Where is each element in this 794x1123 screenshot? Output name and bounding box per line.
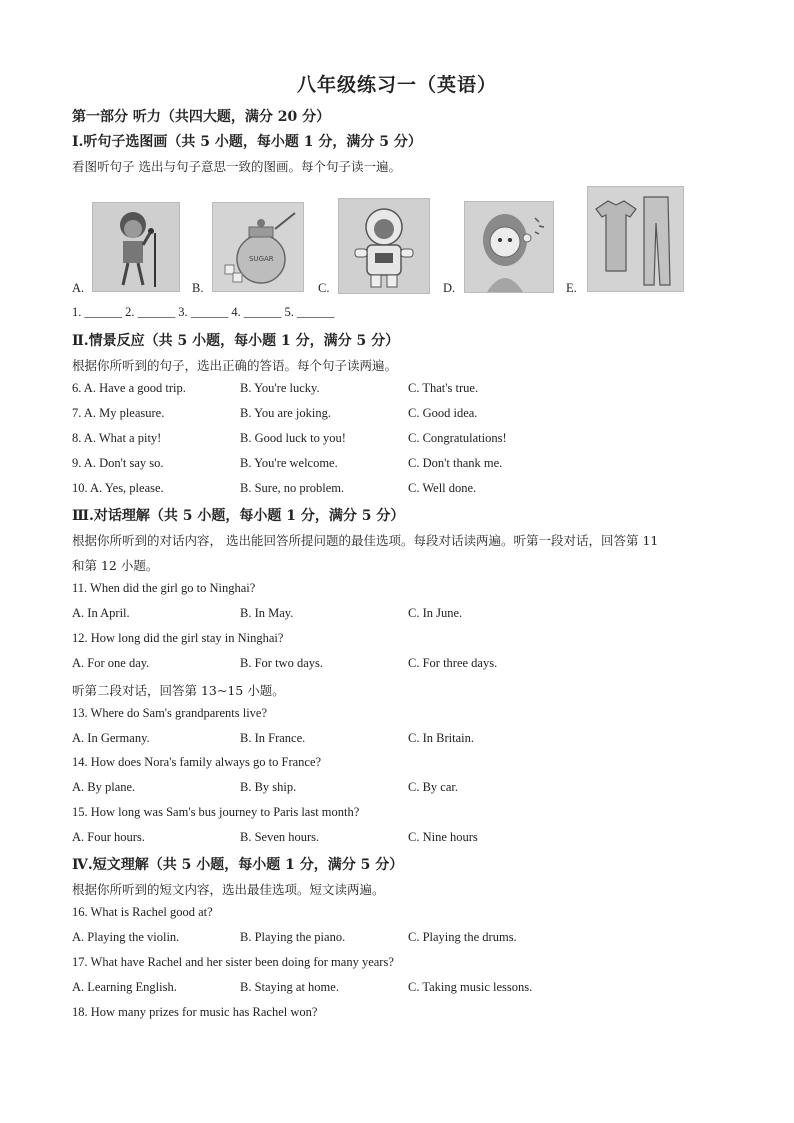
question-8-option-b: B. Good luck to you! [240,431,346,445]
picture-label-a: A. [72,281,85,295]
question-12: 12. How long did the girl stay in Ninghai? [72,631,284,645]
section-4-instruction: 根据你所听到的短文内容，选出最佳选项。短文读两遍。 [72,882,385,897]
question-6-option-b: B. You're lucky. [240,381,320,395]
question-9-option-b: B. You're welcome. [240,456,338,470]
question-16: 16. What is Rachel good at? [72,905,213,919]
question-6-option-a: 6. A. Have a good trip. [72,381,186,395]
section-3-heading: Ⅲ.对话理解（共 5 小题，每小题 1 分，满分 5 分） [72,508,405,524]
question-7-option-a: 7. A. My pleasure. [72,406,165,420]
question-11-option-b: B. In May. [240,606,294,620]
question-9-option-c: C. Don't thank me. [408,456,503,470]
question-14-option-a: A. By plane. [72,780,136,794]
sugar-jar-label: SUGAR [249,255,274,263]
part-heading: 第一部分 听力（共四大题，满分 20 分） [72,109,331,125]
picture-label-b: B. [192,281,204,295]
question-15-option-a: A. Four hours. [72,830,145,844]
picture-label-d: D. [443,281,456,295]
section-2-instruction: 根据你所听到的句子，选出正确的答语。每个句子读两遍。 [72,358,398,373]
question-8-option-a: 8. A. What a pity! [72,431,162,445]
question-17-option-a: A. Learning English. [72,980,177,994]
question-17: 17. What have Rachel and her sister been doing for many years? [72,955,394,969]
question-14: 14. How does Nora's family always go to France? [72,755,322,769]
answer-blanks: 1. ______ 2. ______ 3. ______ 4. ______ 5. ______ [72,305,335,319]
question-16-option-a: A. Playing the violin. [72,930,180,944]
question-10-option-c: C. Well done. [408,481,477,495]
section-2-heading: Ⅱ.情景反应（共 5 小题，每小题 1 分，满分 5 分） [72,333,400,349]
question-13-option-c: C. In Britain. [408,731,474,745]
astronaut-picture [338,198,430,294]
question-10-option-a: 10. A. Yes, please. [72,481,164,495]
question-10-option-b: B. Sure, no problem. [240,481,345,495]
question-13-option-b: B. In France. [240,731,306,745]
dialogue-2-instruction: 听第二段对话，回答第 13~15 小题。 [72,683,285,698]
question-16-option-c: C. Playing the drums. [408,930,517,944]
page-title: 八年级练习一（英语） [296,74,497,96]
question-16-option-b: B. Playing the piano. [240,930,346,944]
question-6-option-c: C. That's true. [408,381,479,395]
question-11-option-c: C. In June. [408,606,463,620]
question-13: 13. Where do Sam's grandparents live? [72,706,268,720]
section-4-heading: Ⅳ.短文理解（共 5 小题，每小题 1 分，满分 5 分） [72,857,404,873]
question-13-option-a: A. In Germany. [72,731,150,745]
question-17-option-c: C. Taking music lessons. [408,980,533,994]
section-3-instruction-cont: 和第 12 小题。 [72,558,159,573]
question-12-option-c: C. For three days. [408,656,498,670]
question-8-option-c: C. Congratulations! [408,431,507,445]
question-15: 15. How long was Sam's bus journey to Paris last month? [72,805,360,819]
clothes-picture [587,186,684,292]
question-14-option-b: B. By ship. [240,780,297,794]
sugar-jar-picture [212,202,304,292]
question-15-option-c: C. Nine hours [408,830,478,844]
section-3-instruction: 根据你所听到的对话内容， 选出能回答所提问题的最佳选项。每段对话读两遍。听第一段对话，回答第 11 [72,533,659,548]
question-17-option-b: B. Staying at home. [240,980,339,994]
question-11: 11. When did the girl go to Ninghai? [72,581,256,595]
question-15-option-b: B. Seven hours. [240,830,320,844]
question-7-option-c: C. Good idea. [408,406,478,420]
question-9-option-a: 9. A. Don't say so. [72,456,164,470]
question-18: 18. How many prizes for music has Rachel won? [72,1005,318,1019]
question-11-option-a: A. In April. [72,606,130,620]
picture-label-c: C. [318,281,330,295]
question-14-option-c: C. By car. [408,780,458,794]
question-12-option-b: B. For two days. [240,656,323,670]
section-1-instruction: 看图听句子 选出与句子意思一致的图画。每个句子读一遍。 [72,159,401,174]
girl-picture [464,201,554,293]
question-12-option-a: A. For one day. [72,656,150,670]
section-1-heading: I.听句子选图画（共 5 小题，每小题 1 分，满分 5 分） [72,134,422,150]
singer-picture [92,202,180,292]
question-7-option-b: B. You are joking. [240,406,331,420]
picture-label-e: E. [566,281,577,295]
